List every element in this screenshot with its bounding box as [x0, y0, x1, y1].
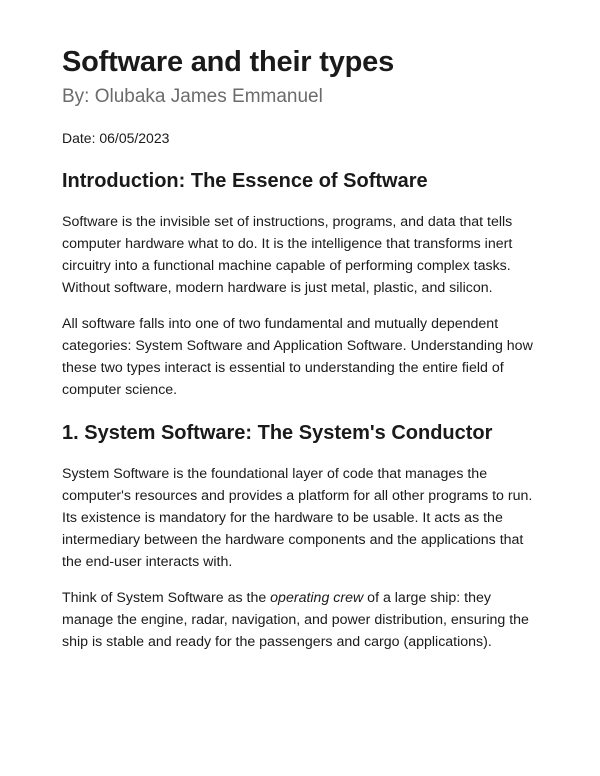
intro-paragraph-1: Software is the invisible set of instructions, programs, and data that tells computer hardware what to do. It is the intelligence that transforms inert circuitry into a functional machine capable of performing complex tasks. Without software, modern hardware is just metal, plastic, and silicon.	[62, 214, 513, 296]
document-title: Software and their types	[62, 46, 394, 78]
analogy-text-before: Think of System Software as the	[62, 590, 271, 606]
system-software-analogy-paragraph	[62, 587, 538, 653]
system-software-paragraph-1: System Software is the foundational layer of code that manages the computer's resources and provides a platform for all other programs to run. Its existence is mandatory for the hardware to be usable. It acts as the intermediary between the hardware components and the applications that the end-user interacts with.	[62, 466, 533, 570]
analogy-text-after: of a large ship: they manage the engine, radar, navigation, and power distribution, ensuring the ship is stable and ready for the passengers and cargo (applications).	[62, 590, 529, 650]
author-byline: By: Olubaka James Emmanuel	[62, 86, 323, 107]
document-date: Date: 06/05/2023	[62, 130, 170, 146]
analogy-emphasis: operating crew	[270, 590, 364, 606]
section-heading-introduction: Introduction: The Essence of Software	[62, 170, 428, 192]
intro-paragraph-2: All software falls into one of two fundamental and mutually dependent categories: System Software and Application Software. Understanding how these two types interact is essential to understanding the entire field of computer science.	[62, 316, 533, 398]
section-heading-system-software: 1. System Software: The System's Conductor	[62, 422, 493, 444]
